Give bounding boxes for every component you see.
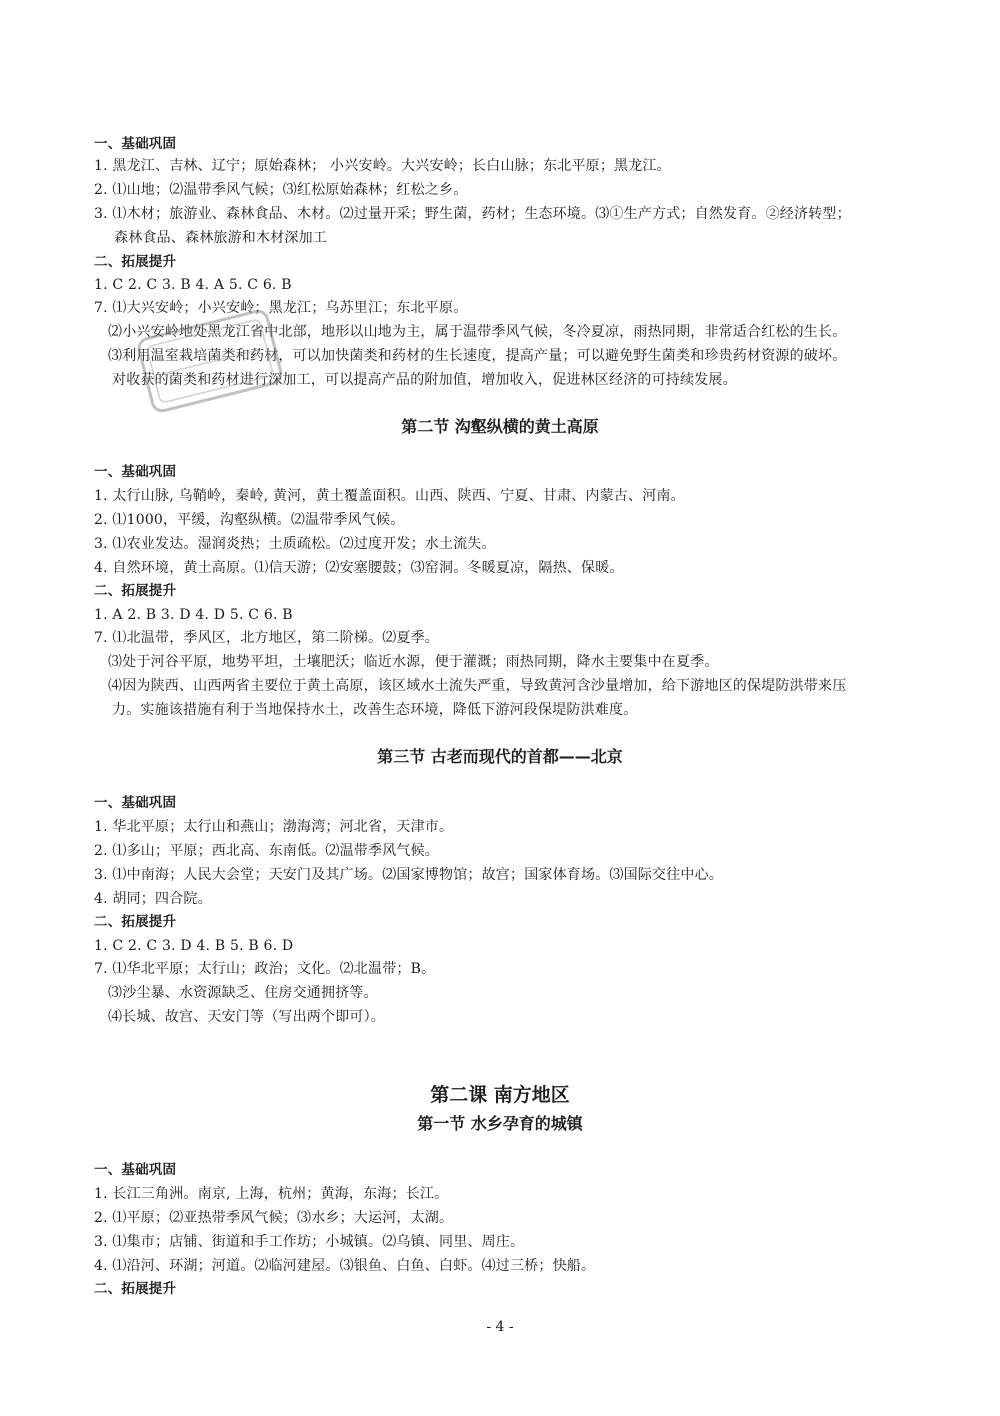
s1-basic-line-2: 2. ⑴山地；⑵温带季风气候；⑶红松原始森林；红松之乡。	[94, 182, 468, 198]
s1-ext-heading: 二、拓展提升	[94, 254, 177, 270]
lesson2-basic-line-3: 3. ⑴集市；店铺、街道和手工作坊；小城镇。⑵乌镇、同里、周庄。	[94, 1234, 525, 1250]
s3-basic-line-3: 3. ⑴中南海；人民大会堂；天安门及其广场。⑵国家博物馆；故宫；国家体育场。⑶国际交往中心。	[94, 867, 724, 883]
s2-ext-line-4: ⑷因为陕西、山西两省主要位于黄土高原，该区域水土流失严重，导致黄河含沙量增加，给下游地区的保堤防洪带来压	[108, 678, 847, 694]
s3-ext-heading: 二、拓展提升	[94, 914, 177, 930]
lesson2-basic-line-2: 2. ⑴平原；⑵亚热带季风气候；⑶水乡；大运河，太湖。	[94, 1210, 454, 1226]
s3-ext-line-1: 1. C 2. C 3. D 4. B 5. B 6. D	[94, 938, 294, 954]
s2-ext-line-5: 力。实施该措施有利于当地保持水土，改善生态环境，降低下游河段保堤防洪难度。	[112, 702, 638, 718]
s1-basic-line-4: 森林食品、森林旅游和木材深加工	[114, 230, 327, 246]
s2-title: 第二节 沟壑纵横的黄土高原	[401, 417, 599, 436]
s2-basic-line-3: 3. ⑴农业发达。湿润炎热；土质疏松。⑵过度开发；水土流失。	[94, 536, 496, 552]
lesson2-section-title: 第一节 水乡孕育的城镇	[417, 1114, 583, 1133]
stamp-watermark-icon	[132, 302, 289, 419]
s3-ext-line-2: 7. ⑴华北平原；太行山；政治；文化。⑵北温带；B。	[94, 961, 436, 977]
s2-ext-line-1: 1. A 2. B 3. D 4. D 5. C 6. B	[94, 607, 293, 623]
s1-basic-heading: 一、基础巩固	[94, 136, 177, 152]
lesson2-basic-line-4: 4. ⑴沿河、环湖；河道。⑵临河建屋。⑶银鱼、白鱼、白虾。⑷过三桥；快船。	[94, 1258, 596, 1274]
lesson2-basic-line-1: 1. 长江三角洲。南京, 上海，杭州；黄海，东海；长江。	[94, 1186, 449, 1202]
page-number: - 4 -	[486, 1319, 514, 1335]
s2-basic-line-2: 2. ⑴1000，平缓，沟壑纵横。⑵温带季风气候。	[94, 512, 405, 528]
s2-ext-line-2: 7. ⑴北温带，季风区，北方地区，第二阶梯。⑵夏季。	[94, 630, 440, 646]
s3-basic-line-2: 2. ⑴多山；平原；西北高、东南低。⑵温带季风气候。	[94, 843, 440, 859]
s2-basic-line-1: 1. 太行山脉, 乌鞘岭，秦岭, 黄河，黄土覆盖面积。山西、陕西、宁夏、甘肃、内蒙古、河南。	[94, 488, 685, 504]
s3-basic-line-1: 1. 华北平原；太行山和燕山；渤海湾；河北省，天津市。	[94, 819, 454, 835]
s1-ext-line-3: ⑵小兴安岭地处黑龙江省中北部，地形以山地为主，属于温带季风气候，冬冷夏凉，雨热同期，非常适合红松的生长。	[108, 324, 847, 340]
lesson2-ext-heading: 二、拓展提升	[94, 1281, 177, 1297]
s3-basic-line-4: 4. 胡同；四合院。	[94, 891, 212, 907]
s3-title: 第三节 古老而现代的首都——北京	[377, 747, 623, 766]
s2-basic-heading: 一、基础巩固	[94, 464, 177, 480]
s3-basic-heading: 一、基础巩固	[94, 795, 177, 811]
s1-basic-line-1: 1. 黑龙江、吉林、辽宁；原始森林； 小兴安岭。大兴安岭；长白山脉；东北平原；黑龙江。	[94, 158, 671, 174]
s2-basic-line-4: 4. 自然环境，黄土高原。⑴信天游；⑵安塞腰鼓；⑶窑洞。冬暖夏凉，隔热、保暖。	[94, 560, 624, 576]
s1-ext-line-5: 对收获的菌类和药材进行深加工，可以提高产品的附加值，增加收入，促进林区经济的可持续发展。	[112, 372, 737, 388]
lesson2-basic-heading: 一、基础巩固	[94, 1162, 177, 1178]
lesson2-title: 第二课 南方地区	[430, 1084, 570, 1106]
s3-ext-line-3: ⑶沙尘暴、水资源缺乏、住房交通拥挤等。	[108, 985, 378, 1001]
s3-ext-line-4: ⑷长城、故宫、天安门等（写出两个即可）。	[108, 1009, 385, 1025]
s1-ext-line-4: ⑶利用温室栽培菌类和药材，可以加快菌类和药材的生长速度，提高产量；可以避免野生菌类和珍贵药材资源的破坏。	[108, 348, 847, 364]
s1-basic-line-3: 3. ⑴木材；旅游业、森林食品、木材。⑵过量开采；野生菌，药材；生态环境。⑶①生产方式；自然发育。②经济转型；	[94, 206, 851, 222]
s2-ext-heading: 二、拓展提升	[94, 583, 177, 599]
s1-ext-line-1: 1. C 2. C 3. B 4. A 5. C 6. B	[94, 277, 292, 293]
s1-ext-line-2: 7. ⑴大兴安岭；小兴安岭；黑龙江；乌苏里江；东北平原。	[94, 300, 468, 316]
s2-ext-line-3: ⑶处于河谷平原，地势平坦，土壤肥沃；临近水源，便于灌溉；雨热同期，降水主要集中在夏季。	[108, 654, 719, 670]
